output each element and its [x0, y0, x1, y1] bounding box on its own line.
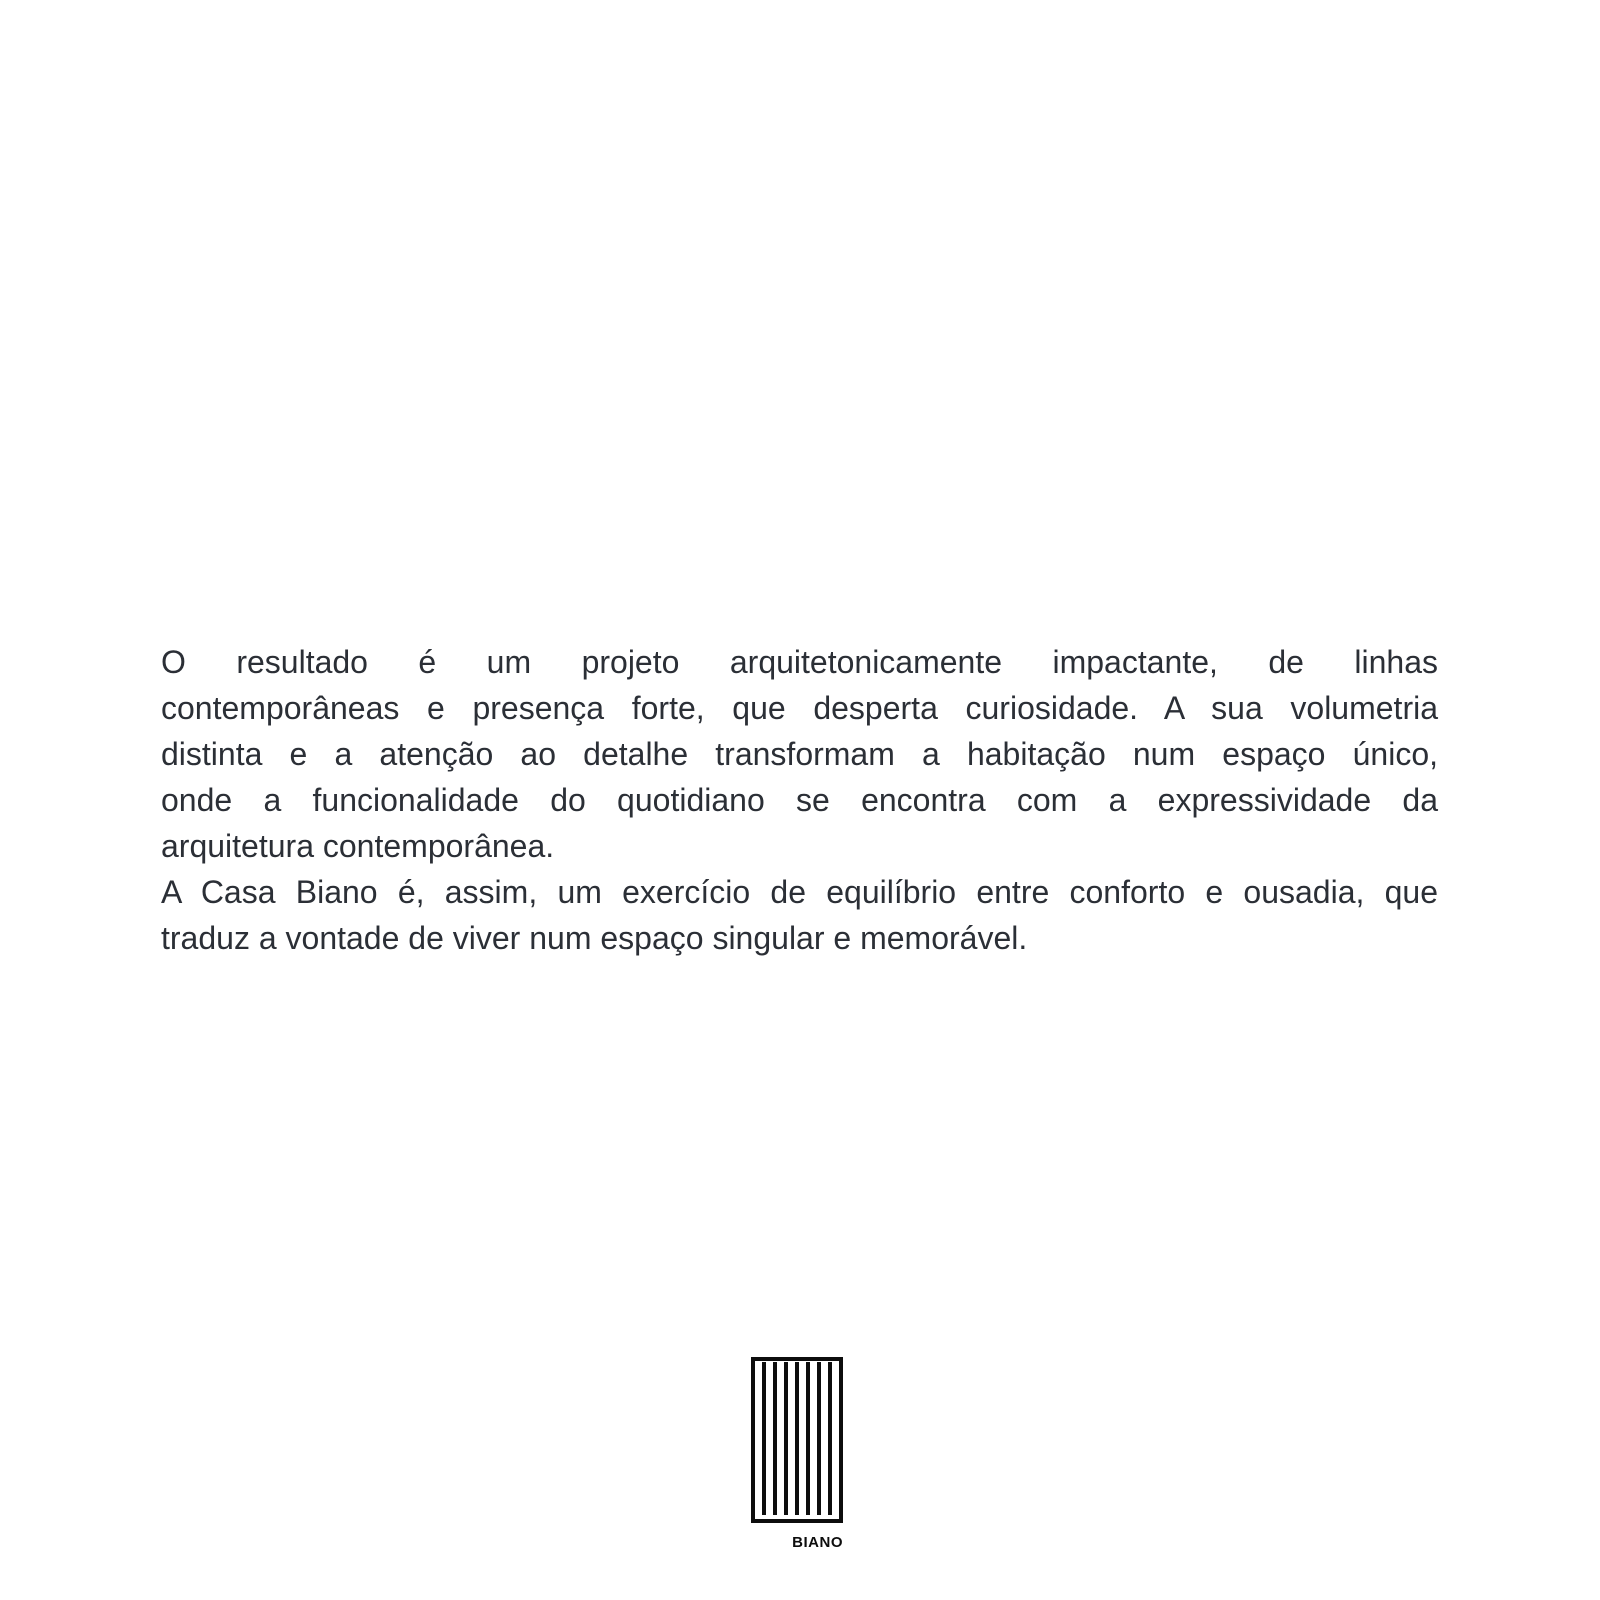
paragraph-1-line-4: onde a funcionalidade do quotidiano se encontra com a expressividade da	[161, 782, 1438, 818]
logo-stripes-icon	[751, 1357, 843, 1523]
logo-wordmark: BIANO	[792, 1534, 843, 1551]
paragraph-1-line-1: O resultado é um projeto arquitetonicamente impactante, de linhas	[161, 644, 1438, 680]
logo-stripe	[817, 1362, 821, 1515]
logo-stripe	[762, 1362, 766, 1515]
logo-stripe	[795, 1362, 799, 1515]
body-text	[161, 639, 1438, 961]
logo-stripe	[806, 1362, 810, 1515]
paragraph-1-line-3: distinta e a atenção ao detalhe transformam a habitação num espaço único,	[161, 736, 1438, 772]
paragraph-1-line-2: contemporâneas e presença forte, que desperta curiosidade. A sua volumetria	[161, 690, 1438, 726]
paragraph-2-line-1: A Casa Biano é, assim, um exercício de equilíbrio entre conforto e ousadia, que	[161, 874, 1438, 910]
paragraph-1	[161, 639, 1438, 869]
logo-stripe	[828, 1362, 832, 1515]
paragraph-2	[161, 869, 1438, 961]
logo-stripe	[773, 1362, 777, 1515]
paragraph-1-line-5: arquitetura contemporânea.	[161, 828, 555, 864]
logo-stripe	[784, 1362, 788, 1515]
paragraph-2-line-2: traduz a vontade de viver num espaço singular e memorável.	[161, 920, 1028, 956]
biano-logo	[751, 1357, 843, 1551]
